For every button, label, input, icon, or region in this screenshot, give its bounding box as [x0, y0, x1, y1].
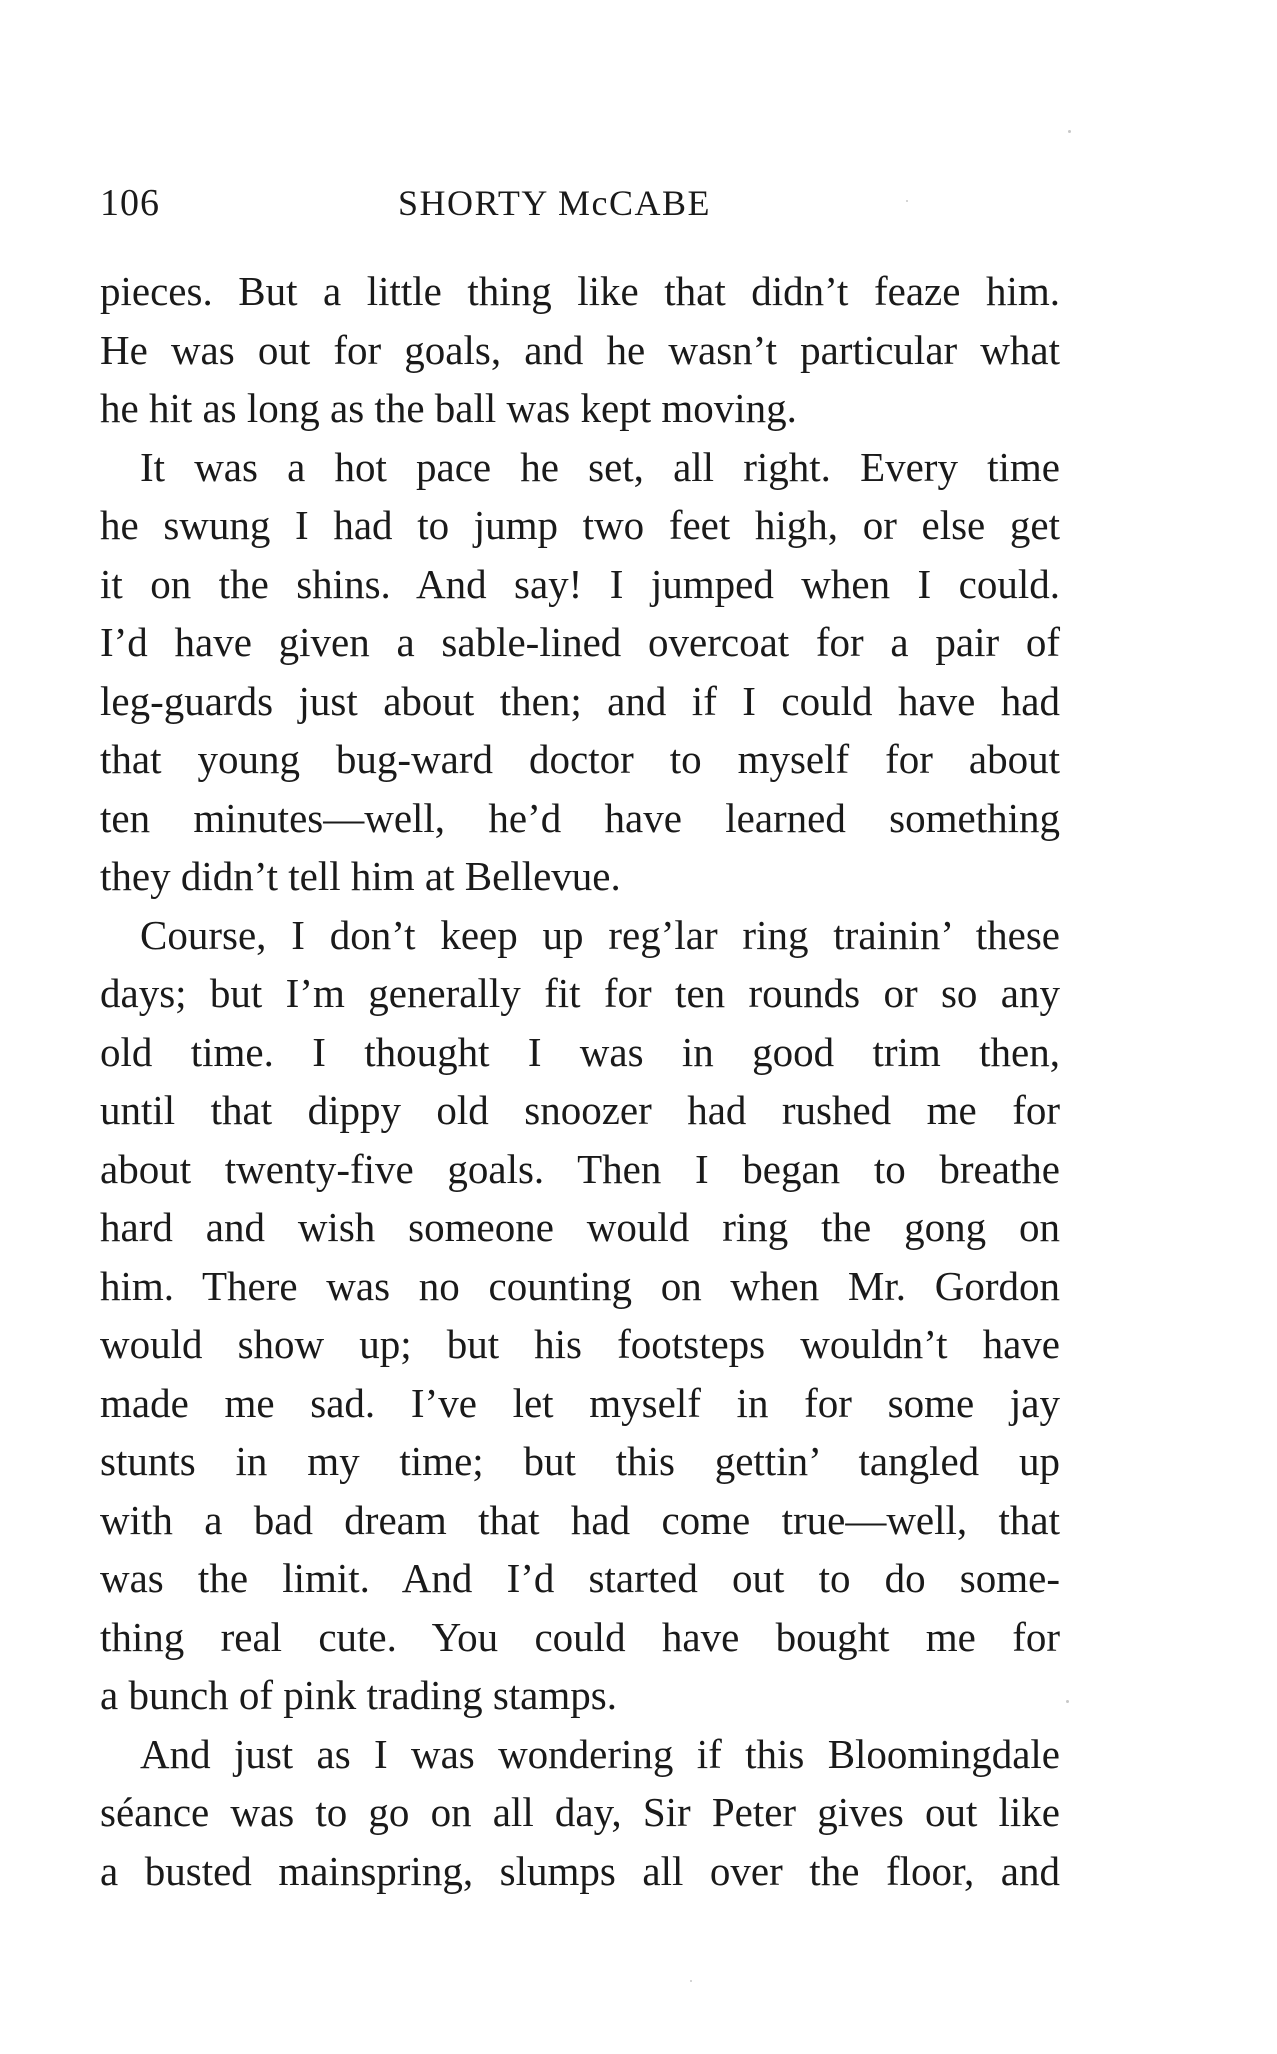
text-line: ten minutes—well, he’d have learned something [100, 794, 1060, 841]
text-line: they didn’t tell him at Bellevue. [100, 853, 621, 899]
text-line: It was a hot pace he set, all right. Every time [140, 443, 1060, 490]
text-line: leg-guards just about then; and if I could have had [100, 677, 1060, 724]
text-line: a bunch of pink trading stamps. [100, 1672, 617, 1718]
paper-speck [1066, 1700, 1069, 1703]
text-line: He was out for goals, and he wasn’t particular what [100, 326, 1060, 373]
text-line: it on the shins. And say! I jumped when I could. [100, 560, 1060, 607]
text-line: hard and wish someone would ring the gong on [100, 1204, 1060, 1250]
text-line: that young bug-ward doctor to myself for about [100, 736, 1060, 782]
book-title: SHORTY McCABE [398, 183, 712, 223]
text-line: old time. I thought I was in good trim then, [100, 1028, 1060, 1075]
text-line: would show up; but his footsteps wouldn’t have [100, 1321, 1060, 1367]
text-line: I’d have given a sable-lined overcoat for a pair of [100, 619, 1060, 665]
text-line: a busted mainspring, slumps all over the floor, and [100, 1847, 1060, 1894]
text-line: he swung I had to jump two feet high, or else get [100, 502, 1060, 548]
running-head [100, 178, 1060, 228]
text-line: stunts in my time; but this gettin’ tangled up [100, 1438, 1060, 1484]
paper-speck [690, 1980, 692, 1982]
text-line: And just as I was wondering if this Bloomingdale [140, 1730, 1060, 1777]
text-line: him. There was no counting on when Mr. Gordon [100, 1262, 1060, 1309]
body-text [100, 262, 1060, 1900]
text-line: was the limit. And I’d started out to do some- [100, 1555, 1060, 1601]
text-line: made me sad. I’ve let myself in for some jay [100, 1379, 1060, 1426]
paper-speck [906, 200, 908, 202]
text-line: Course, I don’t keep up reg’lar ring trainin’ these [140, 911, 1060, 958]
text-line: until that dippy old snoozer had rushed me for [100, 1087, 1060, 1133]
text-line: thing real cute. You could have bought me for [100, 1613, 1060, 1660]
text-line: days; but I’m generally fit for ten rounds or so any [100, 970, 1060, 1016]
text-line: he hit as long as the ball was kept moving. [100, 385, 797, 431]
paper-speck [1068, 130, 1071, 133]
text-line: pieces. But a little thing like that didn’t feaze him. [100, 268, 1060, 314]
page-number: 106 [100, 182, 160, 224]
text-line: about twenty-five goals. Then I began to breathe [100, 1145, 1060, 1192]
text-line: with a bad dream that had come true—well, that [100, 1496, 1060, 1543]
text-line: séance was to go on all day, Sir Peter gives out like [100, 1789, 1060, 1835]
